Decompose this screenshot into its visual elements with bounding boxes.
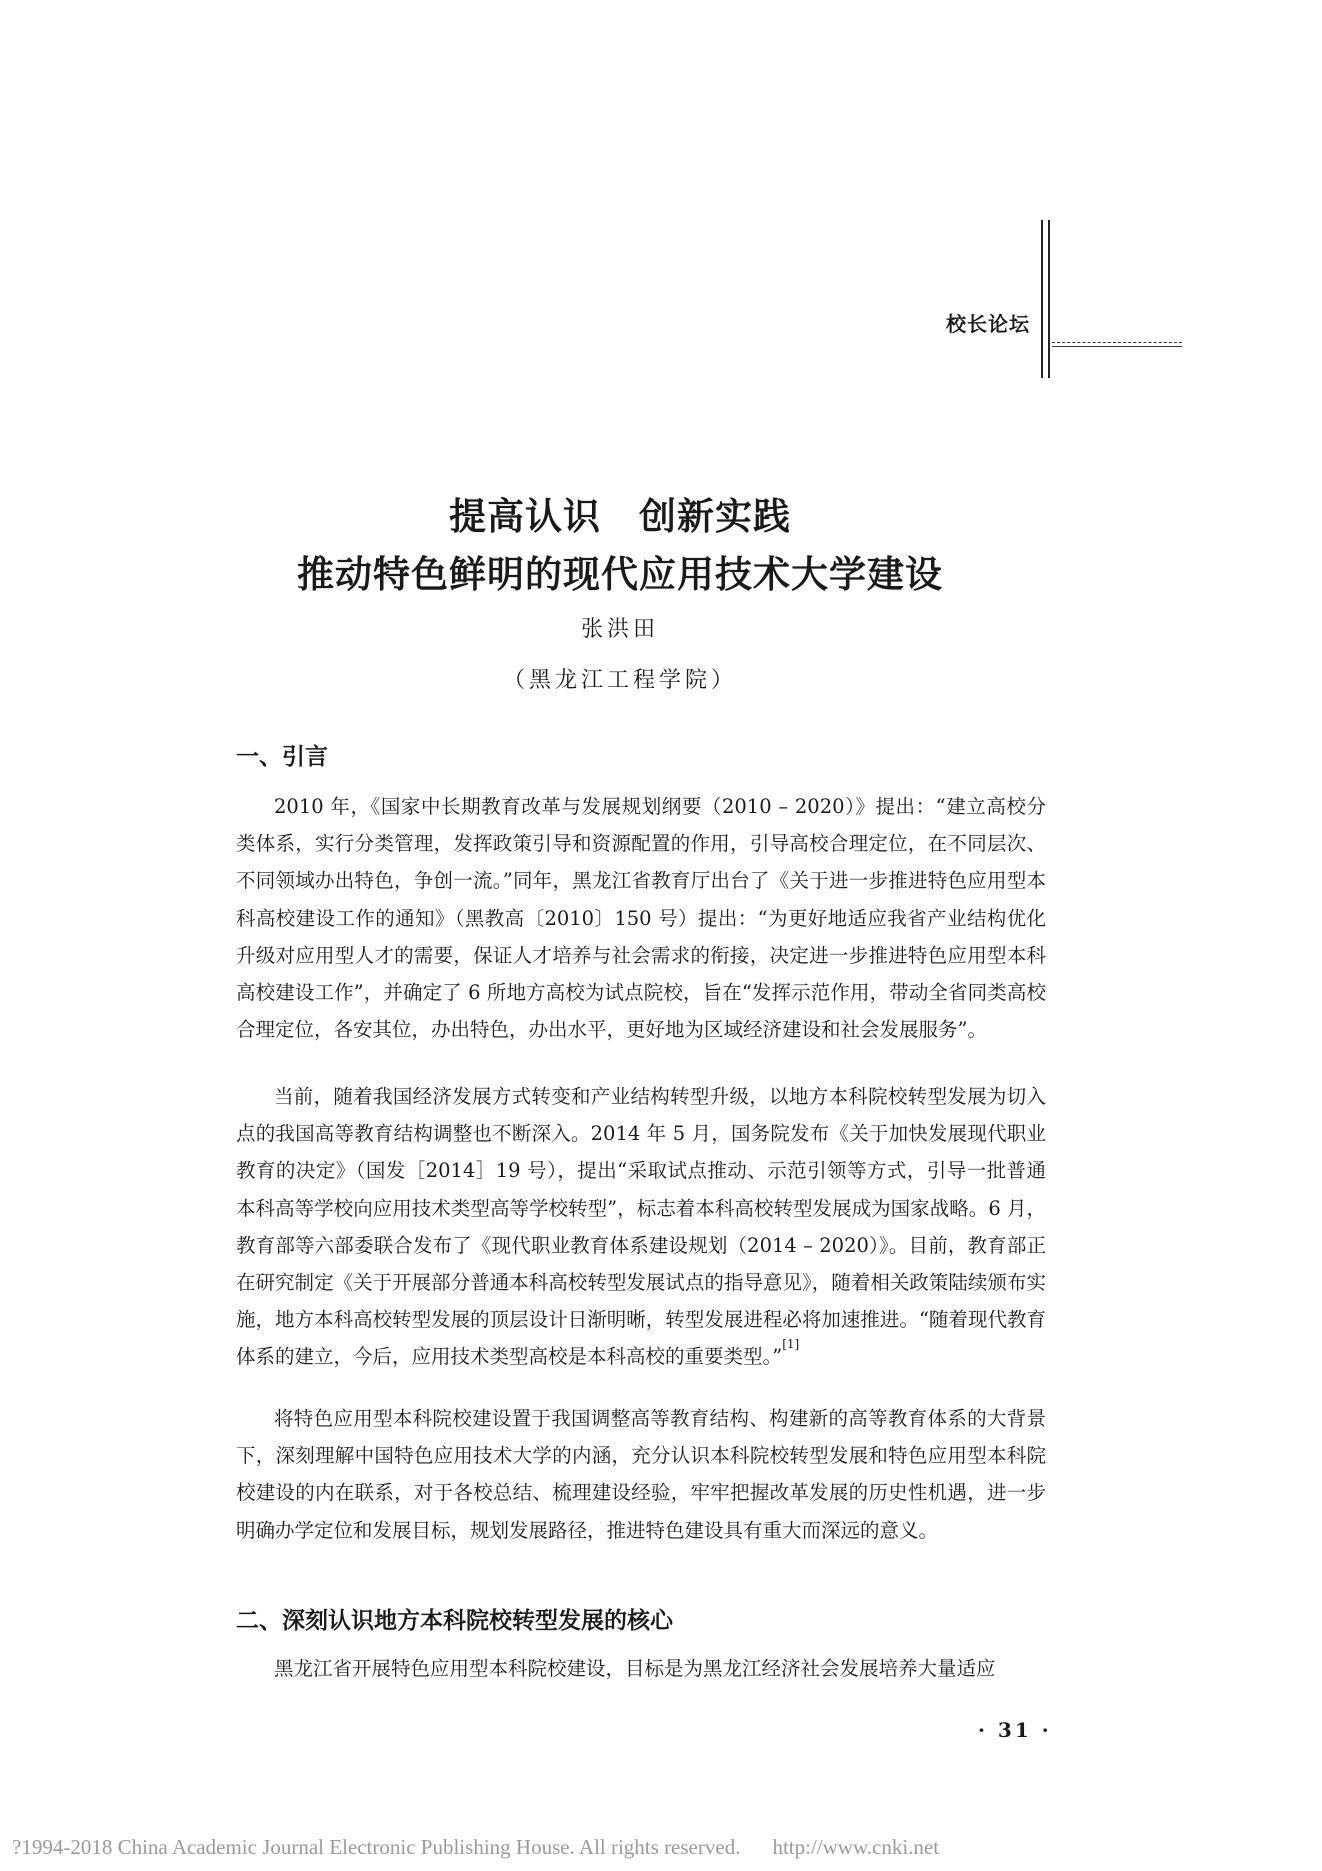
copyright-text: ?1994-2018 China Academic Journal Electronic Publishing House. All rights reserved. bbox=[12, 1835, 741, 1859]
paragraph-text-span: 当前，随着我国经济发展方式转变和产业结构转型升级，以地方本科院校转型发展为切入点的我国高等教育结构调整也不断深入。2014 年 5 月，国务院发布《关于加快发展现代职业教育的决定》（国发［2014］19 号），提出“采取试点推动、示范引领等方式，引导一批普通本科高等学校向应用技术类型高等学校转型”，标志着本科高校转型发展成为国家战略。6 月，教育部等六部委联合发布了《现代职业教育体系建设规划（2014 – 2020）》。目前，教育部正在研究制定《关于开展部分普通本科高校转型发展试点的指导意见》，随着相关政策陆续颁布实施，地方本科高校转型发展的顶层设计日渐明晰，转型发展进程必将加速推进。“随着现代教育体系的建立，今后，应用技术类型高校是本科高校的重要类型。” bbox=[236, 1085, 1046, 1369]
paragraph-text bbox=[236, 1078, 1046, 1376]
body-paragraph-1 bbox=[236, 788, 1046, 1048]
body-paragraph-3 bbox=[236, 1400, 1046, 1549]
column-section-label: 校长论坛 bbox=[946, 312, 1030, 336]
running-head-solid-rule bbox=[1052, 346, 1182, 347]
article-author: 张洪田 bbox=[580, 617, 659, 642]
copyright-footer bbox=[12, 1835, 1312, 1860]
citation-reference: [1] bbox=[782, 1337, 800, 1352]
section-heading-core: 二、深刻认识地方本科院校转型发展的核心 bbox=[236, 1608, 673, 1634]
article-title-line1: 提高认识 创新实践 bbox=[449, 494, 791, 538]
paragraph-text: 黑龙江省开展特色应用型本科院校建设，目标是为黑龙江经济社会发展培养大量适应 bbox=[274, 1657, 996, 1680]
paragraph-text: 将特色应用型本科院校建设置于我国调整高等教育结构、构建新的高等教育体系的大背景下，深刻理解中国特色应用技术大学的内涵，充分认识本科院校转型发展和特色应用型本科院校建设的内在联系，对于各校总结、梳理建设经验，牢牢把握改革发展的历史性机遇，进一步明确办学定位和发展目标，规划发展路径，推进特色建设具有重大而深远的意义。 bbox=[236, 1407, 1046, 1542]
running-head-rule-right bbox=[1048, 220, 1050, 378]
running-head-rule-left bbox=[1041, 220, 1043, 378]
running-head-dashed-rule bbox=[1052, 342, 1182, 343]
footer-url: http://www.cnki.net bbox=[772, 1835, 940, 1859]
page-number: · 31 · bbox=[978, 1718, 1052, 1742]
body-paragraph-4 bbox=[236, 1650, 1046, 1687]
article-title-line2: 推动特色鲜明的现代应用技术大学建设 bbox=[297, 552, 943, 596]
author-affiliation: （黑龙江工程学院） bbox=[502, 668, 737, 693]
paragraph-text: 2010 年，《国家中长期教育改革与发展规划纲要（2010 – 2020）》提出：“建立高校分类体系，实行分类管理，发挥政策引导和资源配置的作用，引导高校合理定位，在不同层次、不同领域办出特色，争创一流。”同年，黑龙江省教育厅出台了《关于进一步推进特色应用型本科高校建设工作的通知》（黑教高〔2010〕150 号）提出：“为更好地适应我省产业结构优化升级对应用型人才的需要，保证人才培养与社会需求的衔接，决定进一步推进特色应用型本科高校建设工作”，并确定了 6 所地方高校为试点院校，旨在“发挥示范作用，带动全省同类高校合理定位，各安其位，办出特色，办出水平，更好地为区域经济建设和社会发展服务”。 bbox=[236, 795, 1046, 1042]
section-heading-intro: 一、引言 bbox=[236, 744, 328, 770]
body-paragraph-2 bbox=[236, 1078, 1046, 1376]
